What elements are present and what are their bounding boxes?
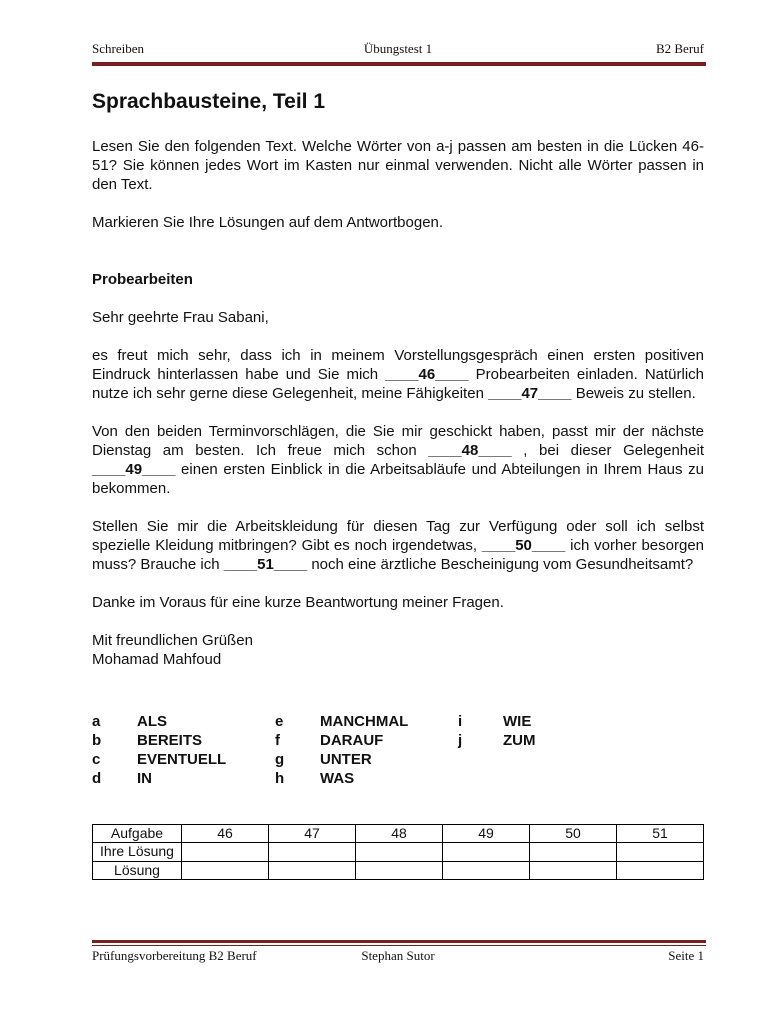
instructions-mark: Markieren Sie Ihre Lösungen auf dem Antwortbogen. (92, 214, 444, 231)
task-number: 46 (182, 825, 269, 843)
word-letter: b (92, 732, 102, 749)
solution-cell (443, 861, 530, 879)
table-row (93, 825, 704, 843)
footer-rule (92, 940, 706, 946)
letter-paragraph-1: es freut mich sehr, dass ich in meinem Vorstellungsgespräch einen ersten positiven Eindruck hinterlassen habe und Sie mich ____46____ Probearbeiten einladen. Natürlich nutze ich sehr gerne diese Gelegenheit, meine Fähigkeiten ____47____ Beweis zu stellen. (92, 347, 705, 402)
word-option (503, 750, 652, 769)
word-letter (458, 769, 503, 788)
word-option: MANCHMAL (320, 713, 409, 730)
solution-cell (356, 861, 443, 879)
your-answer-cell[interactable] (356, 843, 443, 861)
word-letter: g (275, 751, 285, 768)
your-answer-cell[interactable] (182, 843, 269, 861)
task-number: 51 (617, 825, 704, 843)
header-section: Schreiben (92, 41, 144, 56)
letter-paragraph-3: Stellen Sie mir die Arbeitskleidung für diesen Tag zur Verfügung oder soll ich selbst spezielle Kleidung mitbringen? Gibt es noch irgendetwas, ____50____ ich vorher besorgen muss? Brauche ich ____51____ noch eine ärztliche Bescheinigung vom Gesundheitsamt? (92, 518, 704, 573)
task-number: 48 (356, 825, 443, 843)
row-label-task: Aufgabe (93, 825, 182, 843)
solution-cell (269, 861, 356, 879)
solution-cell (530, 861, 617, 879)
your-answer-cell[interactable] (617, 843, 704, 861)
letter-signature: Mohamad Mahfoud (92, 651, 222, 668)
task-number: 47 (269, 825, 356, 843)
header-test-name: Übungstest 1 (363, 41, 433, 56)
row-label-your-answer: Ihre Lösung (93, 843, 182, 861)
word-option: UNTER (320, 751, 372, 768)
your-answer-cell[interactable] (269, 843, 356, 861)
footer-author: Stephan Sutor (361, 948, 435, 963)
word-option: IN (137, 770, 152, 787)
answer-table (92, 824, 704, 880)
word-letter: a (92, 713, 101, 730)
word-letter (458, 750, 503, 769)
word-option: ZUM (503, 732, 536, 749)
word-option: ALS (137, 713, 167, 730)
word-letter: j (458, 732, 463, 749)
word-letter: d (92, 770, 102, 787)
footer-course: Prüfungsvorbereitung B2 Beruf (92, 948, 257, 963)
task-number: 49 (443, 825, 530, 843)
your-answer-cell[interactable] (443, 843, 530, 861)
instructions-text: Lesen Sie den folgenden Text. Welche Wörter von a-j passen am besten in die Lücken 46-51? Sie können jedes Wort im Kasten nur einmal verwenden. Nicht alle Wörter passen in den Text. (92, 138, 704, 193)
table-row (93, 843, 704, 861)
page-footer (92, 948, 704, 968)
word-option: DARAUF (320, 732, 384, 749)
task-number: 50 (530, 825, 617, 843)
header-rule (92, 60, 706, 66)
page-header (92, 41, 704, 61)
solution-cell (617, 861, 704, 879)
word-option: EVENTUELL (137, 751, 227, 768)
word-option: WIE (503, 713, 532, 730)
gap-49: ____49____ (92, 461, 176, 478)
word-option: BEREITS (137, 732, 203, 749)
your-answer-cell[interactable] (530, 843, 617, 861)
page-title: Sprachbausteine, Teil 1 (92, 90, 326, 113)
letter-salutation: Sehr geehrte Frau Sabani, (92, 309, 269, 326)
gap-46: ____46____ (385, 366, 469, 383)
letter-paragraph-4: Danke im Voraus für eine kurze Beantwortung meiner Fragen. (92, 594, 504, 611)
gap-50: ____50____ (481, 537, 566, 554)
gap-51: ____51____ (223, 556, 308, 573)
letter-closing: Mit freundlichen Grüßen (92, 632, 253, 649)
word-letter: e (275, 713, 284, 730)
header-level: B2 Beruf (655, 41, 704, 56)
word-letter: c (92, 751, 101, 768)
word-letter: h (275, 770, 285, 787)
letter-heading: Probearbeiten (92, 271, 193, 288)
main-content (92, 88, 704, 669)
word-box (92, 712, 652, 788)
gap-48: ____48____ (428, 442, 512, 459)
table-row (93, 861, 704, 879)
letter-paragraph-2: Von den beiden Terminvorschlägen, die Sie mir geschickt haben, passt mir der nächste Dienstag am besten. Ich freue mich schon ____48____ , bei dieser Gelegenheit ____49____ einen ersten Einblick in die Arbeitsabläufe und Abteilungen in Ihrem Haus zu bekommen. (92, 423, 704, 497)
solution-cell (182, 861, 269, 879)
word-option: WAS (320, 770, 355, 787)
word-letter: i (458, 713, 463, 730)
word-option (503, 769, 652, 788)
footer-page-number: Seite 1 (668, 948, 704, 963)
gap-47: ____47____ (488, 385, 572, 402)
word-letter: f (275, 732, 280, 749)
row-label-solution: Lösung (93, 861, 182, 879)
